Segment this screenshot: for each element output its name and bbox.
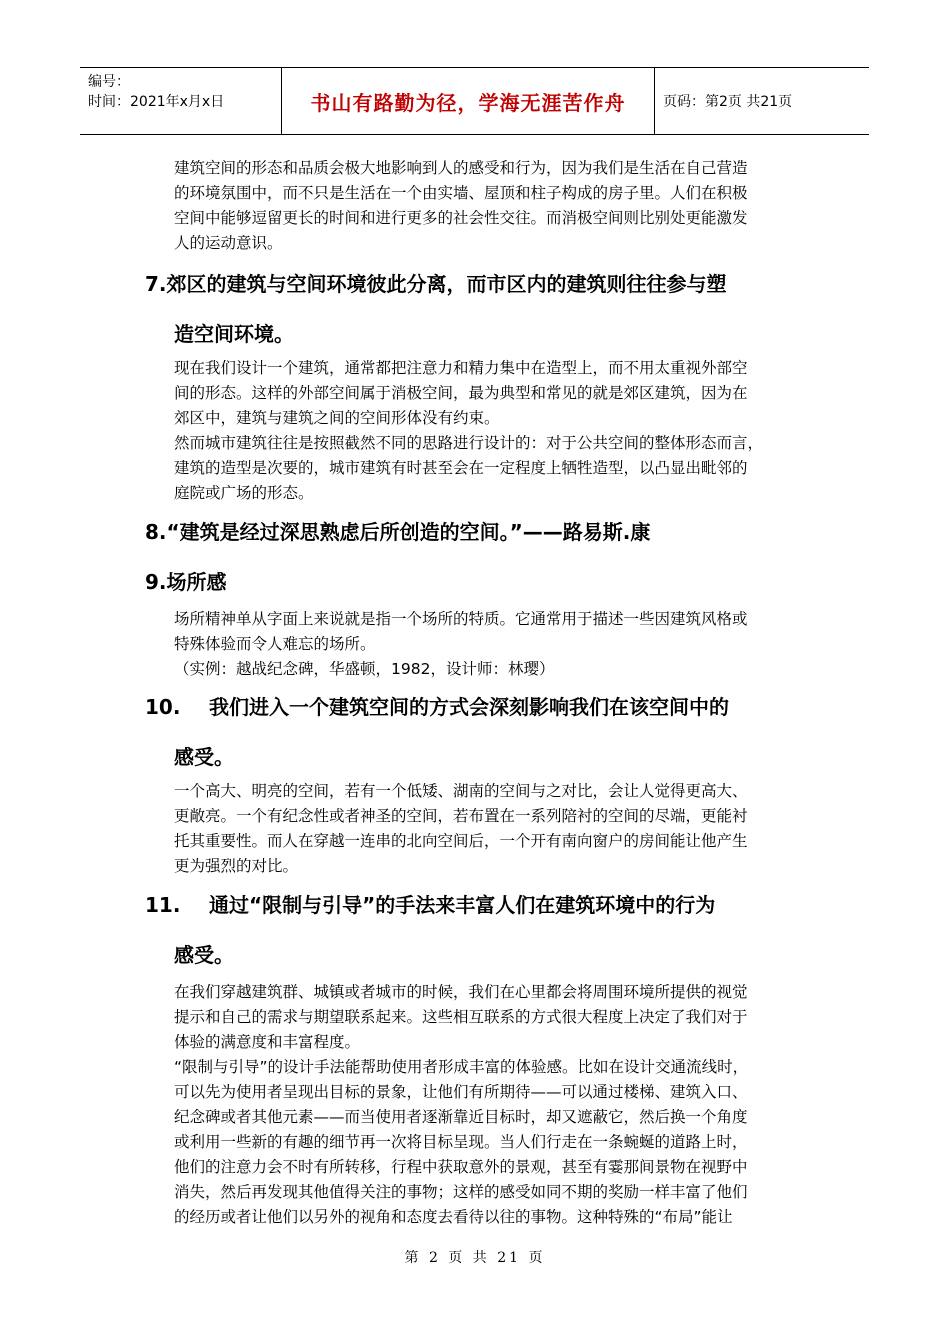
page-footer: 第 2 页 共 21 页: [404, 1250, 546, 1266]
section-9-title: 场所感: [166, 570, 227, 594]
section-11-number: 11.: [145, 893, 181, 917]
section-9-paragraph: 场所精神单从字面上来说就是指一个场所的特质。它通常用于描述一些因建筑风格或 特殊体验而令人难忘的场所。 （实例：越战纪念碑，华盛顿，1982，设计师：林璎）: [174, 610, 748, 678]
section-11-title-line2: 感受。: [174, 943, 234, 967]
header-page-number: 页码：第2页 共21页: [663, 94, 793, 110]
section-8-number: 8.: [145, 520, 167, 544]
intro-paragraph: 建筑空间的形态和品质会极大地影响到人的感受和行为，因为我们是生活在自己营造 的环境氛围中，而不只是生活在一个由实墙、屋顶和柱子构成的房子里。人们在积极 空间中能够逗留更长的时间和进行更多的社会性交往。而消极空间则比别处更能激发 人的运动意识。: [174, 159, 748, 252]
section-7-number: 7.: [145, 272, 167, 296]
section-10-heading: [145, 692, 825, 769]
section-7-heading: [145, 269, 825, 346]
section-10-title-line1: 我们进入一个建筑空间的方式会深刻影响我们在该空间中的: [209, 695, 729, 719]
document-time-label: 时间：2021年x月x日: [88, 94, 225, 110]
section-10-title-line2: 感受。: [174, 745, 234, 769]
section-11-heading: [145, 890, 825, 967]
header-meta: [80, 68, 282, 134]
section-7-title-line1: 郊区的建筑与空间环境彼此分离，而市区内的建筑则往往参与塑: [166, 272, 727, 296]
section-9-heading: [145, 567, 825, 597]
section-10-number: 10.: [145, 695, 181, 719]
section-11-paragraph: 在我们穿越建筑群、城镇或者城市的时候，我们在心里都会将周围环境所提供的视觉 提示和自己的需求与期望联系起来。这些相互联系的方式很大程度上决定了我们对于 体验的满意度和丰富程度。 “限制与引导”的设计手法能帮助使用者形成丰富的体验感。比如在设计交通流线时， 可以先为使用者呈现出目标的景象，让他们有所期待——可以通过楼梯、建筑入口、 纪念碑或者其他元素——而当使用者逐渐靠近目标时，却又遮蔽它，然后换一个角度 或利用一些新的有趣的细节再一次将目标呈现。当人们行走在一条蜿蜒的道路上时， 他们的注意力会不时有所转移，行程中获取意外的景观，甚至有霎那间景物在视野中 消失，然后再发现其他值得关注的事物；这样的感受如同不期的奖励一样丰富了他们 的经历或者让他们以另外的视角和态度去看待以往的事物。这种特殊的“布局”能让: [174, 983, 749, 1226]
document-code-label: 编号：: [88, 74, 130, 90]
section-7-title-line2: 造空间环境。: [174, 322, 294, 346]
section-7-paragraph: 现在我们设计一个建筑，通常都把注意力和精力集中在造型上，而不用太重视外部空 间的形态。这样的外部空间属于消极空间，最为典型和常见的就是郊区建筑，因为在 郊区中，建筑与建筑之间的空间形体没有约束。 然而城市建筑往往是按照截然不同的思路进行设计的：对于公共空间的整体形态而言， 建筑的造型是次要的，城市建筑有时甚至会在一定程度上牺牲造型，以凸显出毗邻的 庭院或广场的形态。: [174, 359, 764, 502]
section-10-paragraph: 一个高大、明亮的空间，若有一个低矮、湖南的空间与之对比，会让人觉得更高大、 更敞亮。一个有纪念性或者神圣的空间，若布置在一系列陪衬的空间的尽端，更能衬 托其重要性。而人在穿越一连串的北向空间后，一个开有南向窗户的房间能让他产生 更为强烈的对比。: [174, 782, 748, 875]
page-header: [80, 67, 869, 135]
section-8-title: “建筑是经过深思熟虑后所创造的空间。”——路易斯.康: [166, 520, 651, 544]
section-9-number: 9.: [145, 570, 167, 594]
header-motto: 书山有路勤为径，学海无涯苦作舟: [282, 68, 655, 134]
section-11-title-line1: 通过“限制与引导”的手法来丰富人们在建筑环境中的行为: [209, 893, 716, 917]
section-8-heading: [145, 517, 825, 547]
